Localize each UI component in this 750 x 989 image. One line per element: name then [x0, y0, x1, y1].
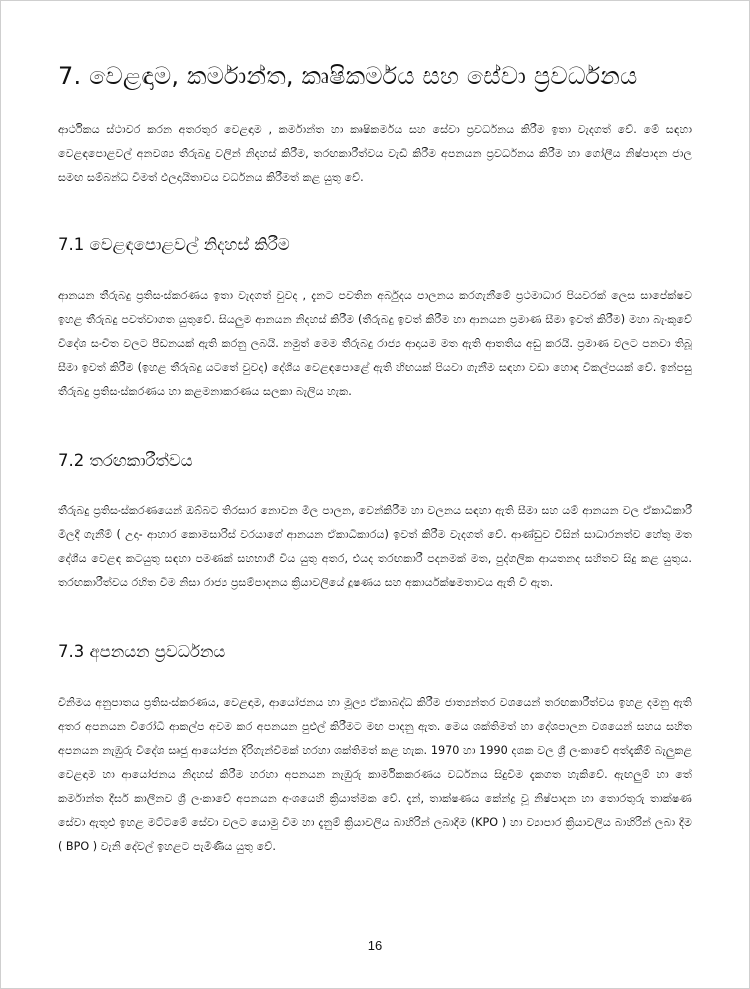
section-heading-7-2: 7.2 තරඟකාරීත්වය: [58, 450, 193, 470]
page-number: 16: [367, 938, 383, 953]
section-heading-7-1: 7.1 වෙළඳපොළවල් නිදහස් කිරීම: [58, 235, 290, 255]
section-paragraph-7-1: ආනයන තීරුබදු ප්‍රතිසංස්කරණය ඉතා වැදගත් වුවද , දැනට පවතින අර්බුදය පාලනය කරගැනීමේ ප්‍රථමාධාර පියවරක් ලෙස සාපේක්ෂව ඉහළ තීරුබදු පවත්වාගත යුතුවේ. සියලුම ආනයන නිදහස් කිරීම (තීරුබදු ඉවත් කිරීම හා ආනයන ප්‍රමාණ සීමා ඉවත් කිරීම) මහා බැංකුවේ විදේශ සංචිත වලට පීඩනයක් ඇති කරනු ලබයි. නමුත් මෙම තීරුබදු රාජ්‍ය ආදායම මත ඇති ආතතිය අඩු කරයි. ප්‍රමාණ වලට පනවා තිබූ සීමා ඉවත් කිරීම (ඉහළ තීරුබදු යටතේ වුවද) දේශීය වෙළඳපොළේ ඇති හිඟයක් පියවා ගැනීම සඳහා වඩා හොඳ විකල්පයක් වේ. ඉන්පසු තීරුබදු ප්‍රතිසංස්කරණය හා කළමනාකරණය සලකා බැලිය හැක.: [58, 288, 692, 398]
document-body: [58, 60, 692, 859]
chapter-intro-paragraph: ආර්ථිකය ස්ථාවර කරන අතරතුර වෙළඳාම , කර්මාන්ත හා කෘෂිකර්මය සහ සේවා ප්‍රවර්ධනය කිරීම ඉතා වැදගත් වේ. මේ සඳහා වෙළඳපොළවල් අනවශ්‍ය තීරුබදු වලින් නිදහස් කිරීම, තරඟකාරීත්වය වැඩි කිරීම අපනයන ප්‍රවර්ධනය කිරීම හා ගෝලීය නිෂ්පාදන ජාල සමඟ සම්බන්ධ වීමත් ඵලදායිතාවය වර්ධනය කිරීමත් කළ යුතු වේ.: [58, 123, 692, 185]
chapter-title: 7. වෙළඳාම, කර්මාන්ත, කෘෂිකර්මය සහ සේවා ප්‍රවර්ධනය: [58, 62, 638, 90]
section-paragraph-7-3: විනිමය අනුපාතය ප්‍රතිසංස්කරණය, වෙළඳාම, ආයෝජනය හා මූල්‍ය ඒකාබද්ධ කිරීම ජාත්‍යන්තර වශයෙන් තරඟකාරීත්වය ඉහළ දමනු ඇති අතර අපනයන විරෝධී ආකල්ප අවම කර අපනයන පුළුල් කිරීමට මඟ පාදනු ඇත. මෙය ශක්තිමත් හා දේශපාලන වශයෙන් සහය සහිත අපනයන නැඹුරු විදේශ සෘජු ආයෝජන දිරිගැන්වීමක් හරහා ශක්තිමත් කළ හැක. 1970 හා 1990 දශක වල ශ්‍රී ලංකාවේ අත්දැකීම් බැලුකළ වෙළඳාම හා ආයෝජනය නිදහස් කිරීම හරහා අපනයන නැඹුරු කාර්මිකකරණය වර්ධනය සිදුවීම දැකගත හැකිවේ. ඇඟලුම් හා තේ කර්මාන්ත දීර්ඝ කාලීනව ශ්‍රී ලංකාවේ අපනයන අංශයෙහි ක්‍රියාත්මක වේ. දැන්, තාක්ෂණය කේන්ද්‍ර වූ නිෂ්පාදන හා තොරතුරු තාක්ෂණ සේවා ඇතුළු ඉහළ මට්ටමේ සේවා වලට යොමු වීම හා දැනුම් ක්‍රියාවලිය බාහිරින් ලබාදීම (KPO ) හා ව්‍යාපාර ක්‍රියාවලිය බාහිරින් ලබා දීම ( BPO ) වැනි දේවල් ඉහළට පැමිණිය යුතු වේ.: [58, 695, 692, 853]
section-heading-7-3: 7.3 අපනයන ප්‍රවර්ධනය: [58, 642, 226, 662]
section-paragraph-7-2: තීරුබදු ප්‍රතිසංස්කරණයෙන් ඔබ්බට තිරසාර නොවන මිල පාලන, වෙන්කිරීම හා වලනය සඳහා ඇති සීමා සහ යම් ආනයන වල ඒකාධිකාරී මිලදී ගැනීම් ( උදා- ආහාර කොමසාරිස් වරයාගේ ආනයන ඒකාධිකාරය) ඉවත් කිරීම වැදගත් වේ. ආණ්ඩුව විසින් සාධාරනත්ව හේතු මත දේශීය වෙළඳ කටයුතු සඳහා පමණක් සහභාගී විය යුතු අතර, එයද තරඟකාරී පදනමක් මත, පුද්ගලික ආයතනද සහිතව සිදු කළ යුතුය. තරඟකාරීත්වය රහිත වීම නිසා රාජ්‍ය ප්‍රසම්පාදනය ක්‍රියාවලියේ දූෂණය සහ අකාර්යක්ෂමතාවය ඇති වී ඇත.: [58, 504, 692, 590]
